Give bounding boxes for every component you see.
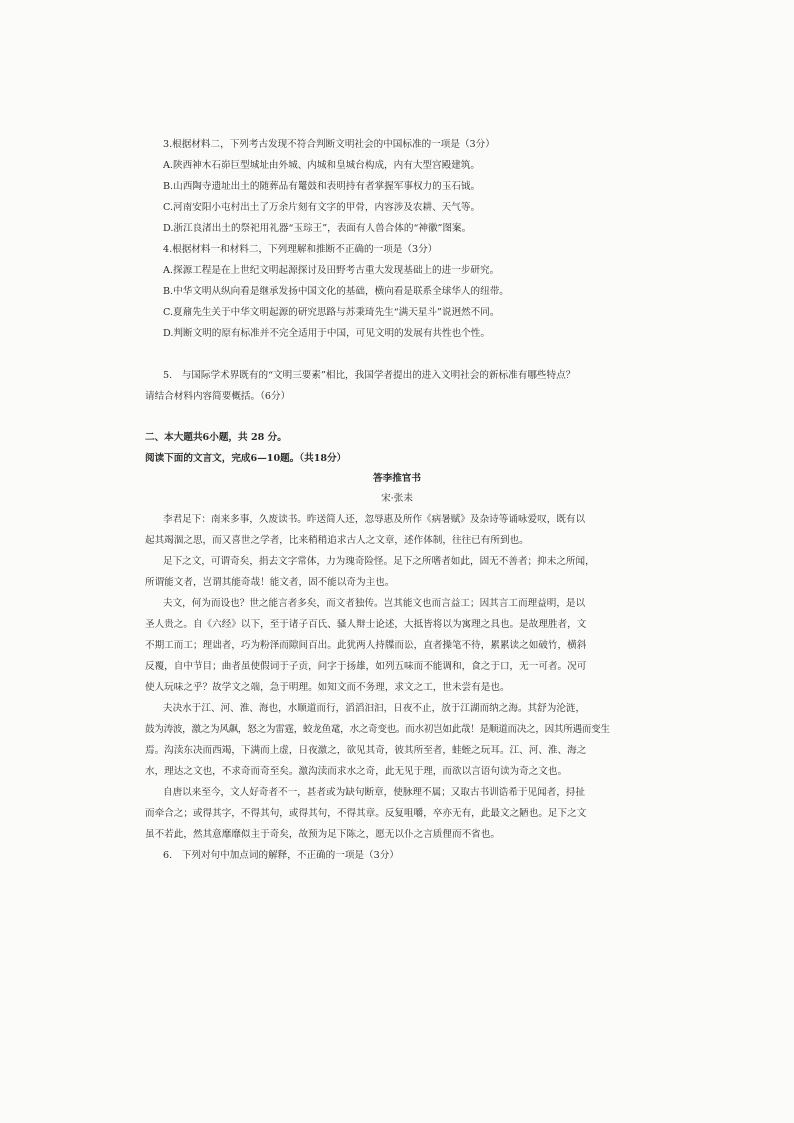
q3-option-a: A.陕西神木石峁巨型城址由外城、内城和皇城台构成，内有大型宫殿建筑。 bbox=[163, 160, 480, 171]
paragraph-5-line: 虽不若此，然其意靡靡似主于奇矣，故预为足下陈之，愿无以仆之言质俚而不省也。 bbox=[145, 829, 500, 840]
paragraph-3-line: 反覆，自中节目；曲者虽使假词于子贡，问字于扬雄，如列五味而不能调和，食之于口，无一可者。况可 bbox=[145, 661, 587, 672]
q5-line-1: 5. 与国际学术界既有的“文明三要素”相比，我国学者提出的进入文明社会的新标准有哪些特点？ bbox=[163, 370, 576, 381]
q3-option-b: B.山西陶寺遗址出土的随葬品有鼍鼓和表明持有者掌握军事权力的玉石钺。 bbox=[163, 181, 481, 192]
article-author: 宋·张耒 bbox=[381, 493, 413, 504]
q4-stem: 4.根据材料一和材料二，下列理解和推断不正确的一项是（3分） bbox=[163, 244, 438, 255]
paragraph-2-line: 足下之文，可谓奇矣，捐去文字常体，力为瑰奇险怪。足下之所嗜者如此，固无不善者；抑未之所闻， bbox=[163, 556, 595, 567]
paragraph-3-line: 圣人贵之。自《六经》以下，至于诸子百氏、骚人辩士论述，大抵皆将以为寓理之具也。是故理胜者，文 bbox=[145, 619, 587, 630]
paragraph-3-line: 不期工而工；理诎者，巧为粉泽而隙间百出。此犹两人持牒而讼，直者操笔不待，累累读之如破竹，横斜 bbox=[145, 640, 587, 651]
article-title: 答李推官书 bbox=[373, 473, 421, 484]
paragraph-3-line: 夫文，何为而设也？世之能言者多矣，而文者独传。岂其能文也而言益工；因其言工而理益明，是以 bbox=[163, 598, 586, 609]
section-instruction: 阅读下面的文言文，完成6—10题。（共18分） bbox=[145, 453, 347, 464]
q5-line-2: 请结合材料内容简要概括。（6分） bbox=[145, 391, 291, 402]
paragraph-1-line: 起其竭涸之思，而又喜世之学者，比来稍稍追求古人之文章，述作体制，往往已有所到也。 bbox=[145, 535, 529, 546]
paragraph-4-line: 夫决水于江、河、淮、海也，水顺道而行，滔滔汩汩，日夜不止，放于江湖而纳之海。其舒为沦涟， bbox=[163, 703, 586, 714]
q4-option-d: D.判断文明的原有标准并不完全适用于中国，可见文明的发展有共性也个性。 bbox=[163, 328, 490, 339]
q3-stem: 3.根据材料二，下列考古发现不符合判断文明社会的中国标准的一项是（3分） bbox=[163, 139, 495, 150]
q3-option-d: D.浙江良渚出土的祭祀用礼器“玉琮王”，表面有人兽合体的“神徽”图案。 bbox=[163, 223, 472, 234]
q4-option-c: C.夏鼐先生关于中华文明起源的研究思路与苏秉琦先生“满天星斗”说迥然不同。 bbox=[163, 307, 500, 318]
paragraph-4-line: 水，理达之文也，不求奇而奇至矣。激沟渎而求水之奇，此无见于理，而欲以言语句读为奇之文也。 bbox=[145, 766, 568, 777]
q4-option-a: A.探源工程是在上世纪文明起源探讨及田野考古重大发现基础上的进一步研究。 bbox=[163, 265, 500, 276]
paragraph-3-line: 使人玩味之乎？故学文之端，急于明理。如知文而不务理，求文之工，世未尝有是也。 bbox=[145, 682, 510, 693]
paragraph-4-line: 焉。沟渎东决而西竭，下满而上虚，日夜激之，欲见其奇，彼其所至者，蛙蛭之玩耳。江、河、淮、海之 bbox=[145, 745, 587, 756]
q3-option-c: C.河南安阳小屯村出土了万余片刻有文字的甲骨，内容涉及农耕、天气等。 bbox=[163, 202, 481, 213]
section-heading: 二、本大题共6小题，共 28 分。 bbox=[145, 432, 287, 443]
q4-option-b: B.中华文明从纵向看是继承发扬中国文化的基础，横向看是联系全球华人的纽带。 bbox=[163, 286, 509, 297]
paragraph-2-line: 所谓能文者，岂谓其能奇哉！能文者，固不能以奇为主也。 bbox=[145, 577, 395, 588]
paragraph-5-line: 自唐以来至今，文人好奇者不一，甚者或为缺句断章，使脉理不属；又取古书训诰希于见闻者，挦扯 bbox=[163, 787, 586, 798]
paragraph-5-line: 而牵合之；或得其字，不得其句，或得其句，不得其章。反复咀嚼，卒亦无有，此最文之陋也。足下之文 bbox=[145, 808, 587, 819]
q6-stem: 6. 下列对句中加点词的解释，不正确的一项是（3分） bbox=[163, 850, 399, 861]
paragraph-1-line: 李君足下：南来多事，久废读书。昨送简人还，忽辱惠及所作《病暑赋》及杂诗等诵咏爱叹，既有以 bbox=[163, 514, 586, 525]
paragraph-4-line: 鼓为涛波，激之为风飙，怒之为雷霆，蛟龙鱼鼋，水之奇变也。而水初岂如此哉！是顺道而决之，因其所遇而变生 bbox=[145, 724, 610, 735]
